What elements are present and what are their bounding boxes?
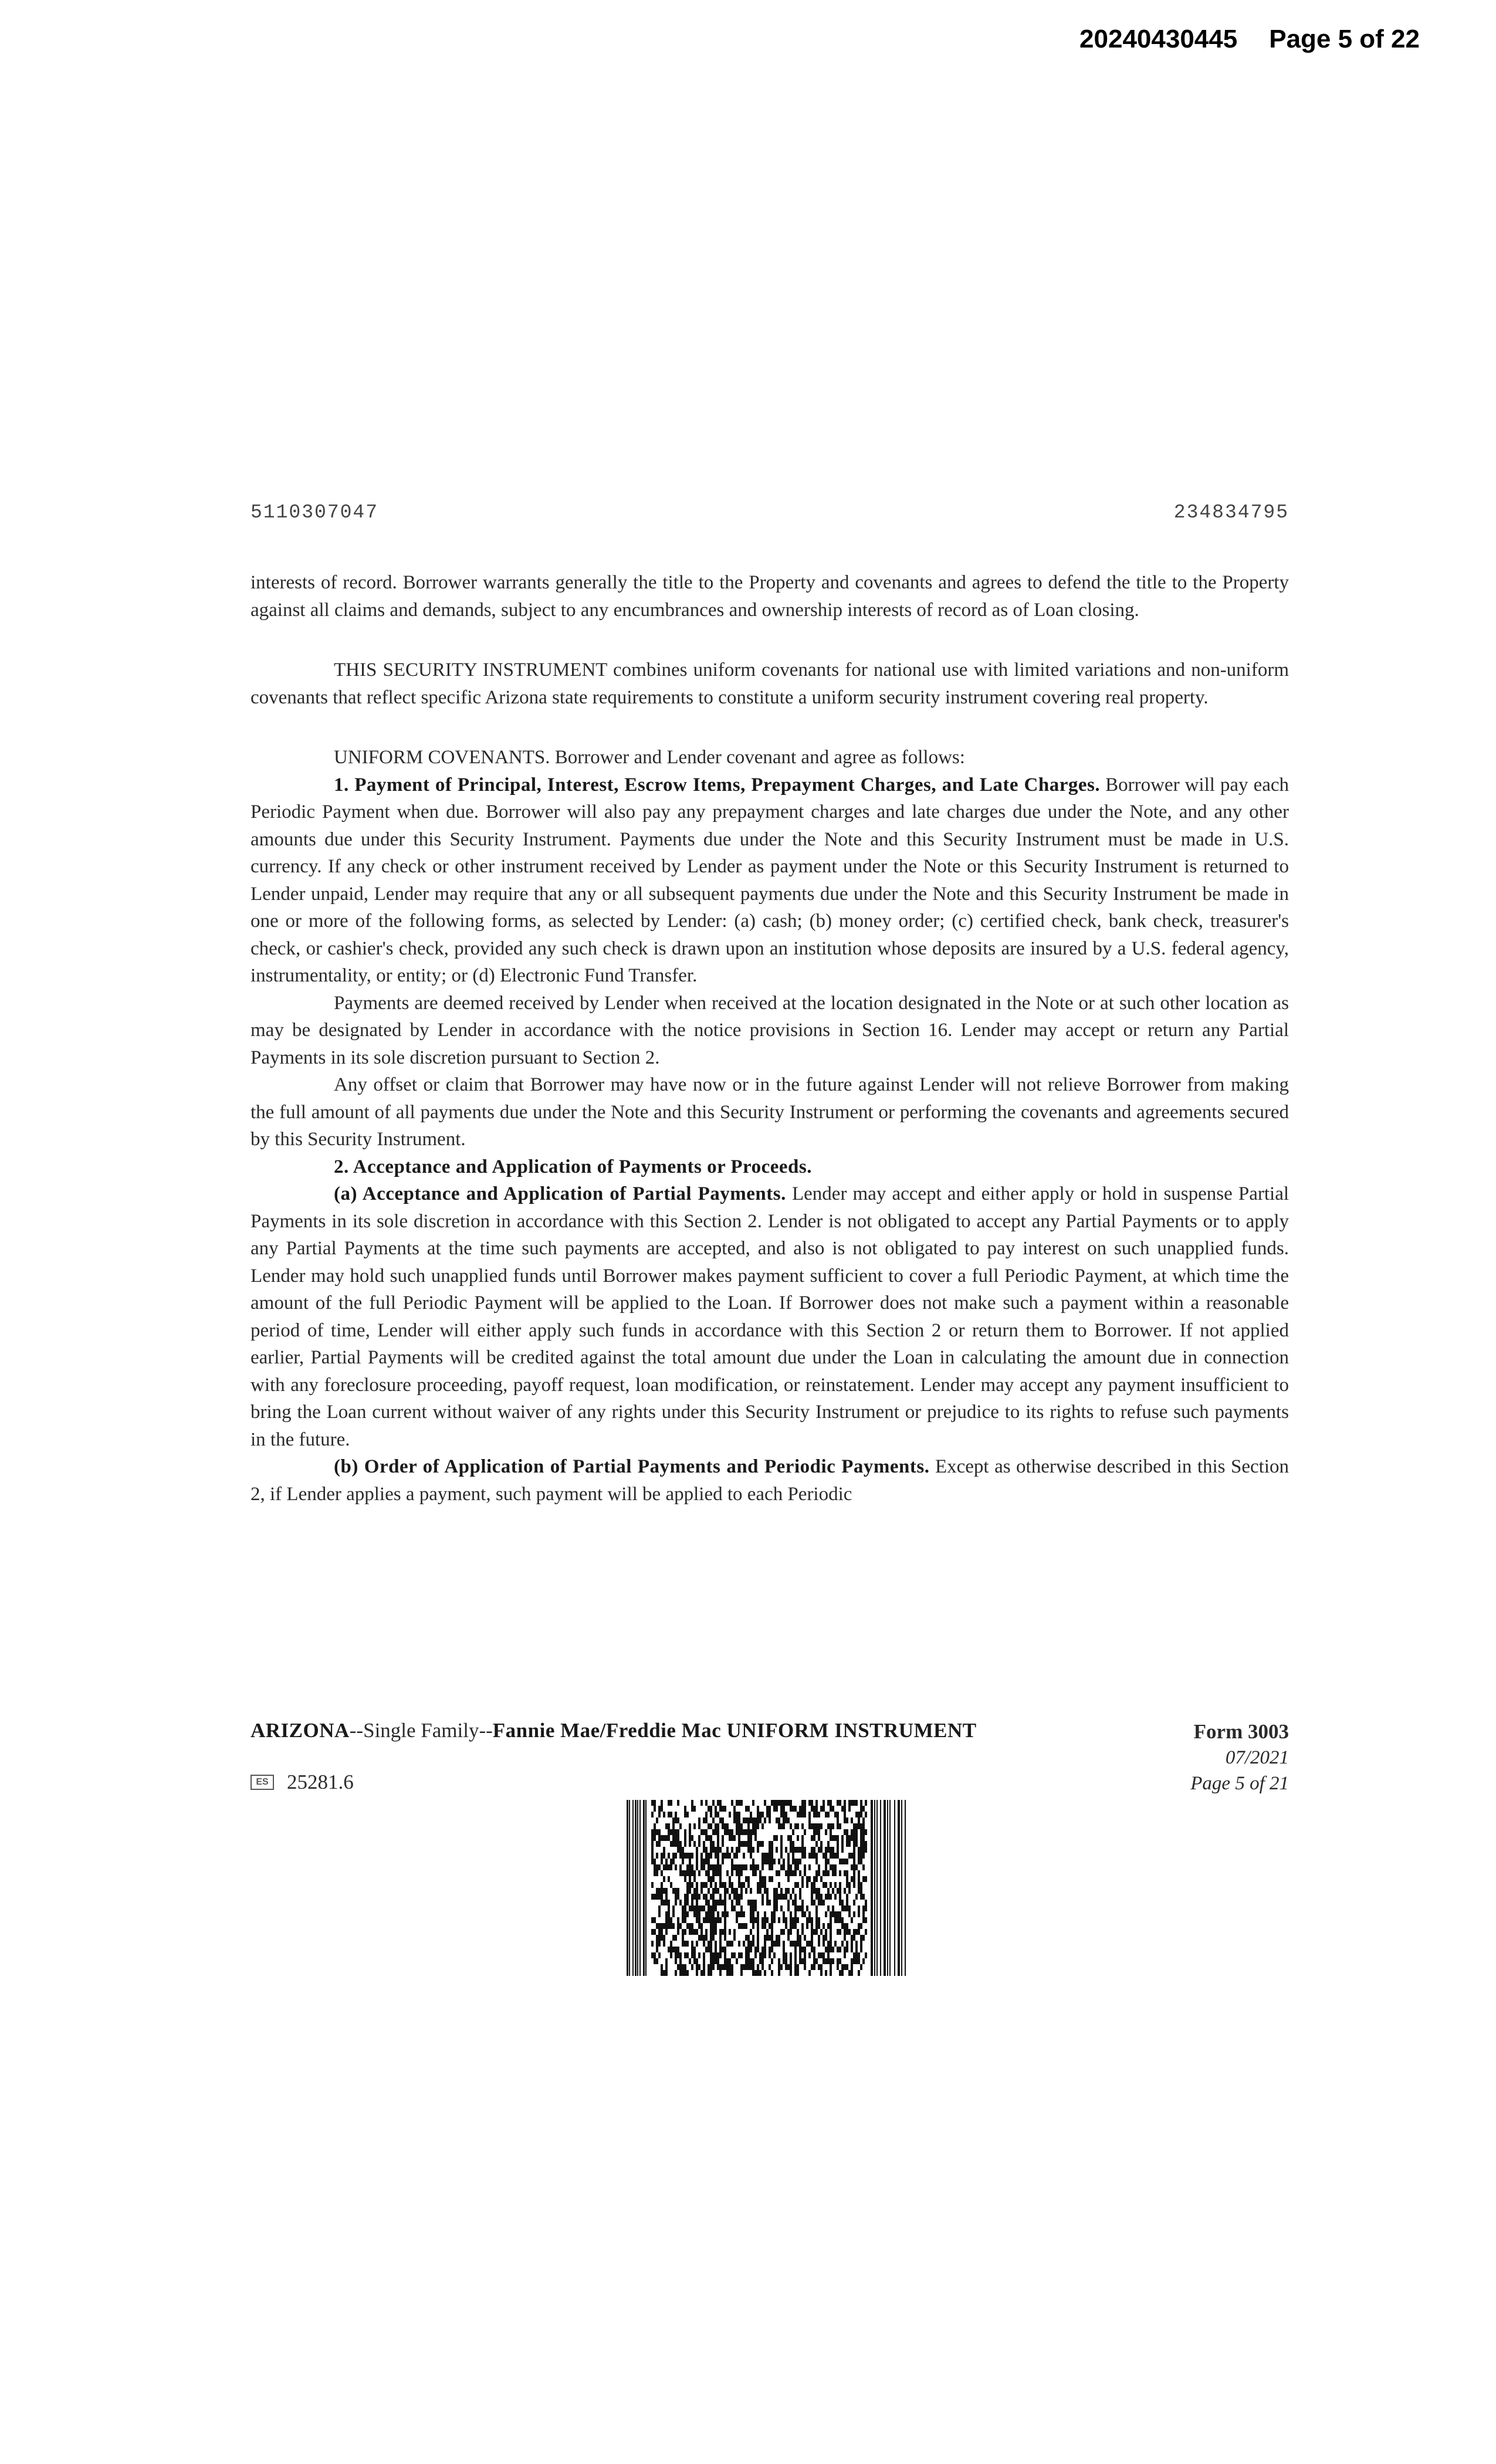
footer-middle: --Single Family--: [349, 1719, 493, 1742]
form-footer: [251, 1719, 1289, 1794]
section-1-heading: 1. Payment of Principal, Interest, Escrow Items, Prepayment Charges, and Late Charges.: [334, 774, 1101, 796]
section-1: [251, 771, 1289, 990]
min-number: 234834795: [1173, 502, 1289, 523]
section-2a-body: Lender may accept and either apply or hold in suspense Partial Payments in its sole discretion in accordance with this Section 2. Lender is not obligated to accept any Partial Payments or to apply any Partial Payments at the time such payments are accepted, and also is not obligated to pay interest on such unapplied funds. Lender may hold such unapplied funds until Borrower makes payment sufficient to cover a full Periodic Payment, at which time the amount of the full Periodic Payment will be applied to the Loan. If Borrower does not make such a payment within a reasonable period of time, Lender will either apply such funds in accordance with this Section 2 or return them to Borrower. If not applied earlier, Partial Payments will be credited against the total amount due under the Loan in calculating the amount due in connection with any foreclosure proceeding, payoff request, loan modification, or reinstatement. Lender may accept any payment insufficient to bring the Loan current without waiver of any rights under this Security Instrument or prejudice to its rights to refuse such payments in the future.: [251, 1183, 1289, 1450]
pdf417-barcode: [627, 1800, 907, 1976]
section-1-body: Borrower will pay each Periodic Payment when due. Borrower will also pay any prepayment charges and late charges due under the Note, and any other amounts due under this Security Instrument. Payments due under the Note and this Security Instrument must be made in U.S. currency. If any check or other instrument received by Lender as payment under the Note or this Security Instrument is returned to Lender unpaid, Lender may require that any or all subsequent payments due under the Note and this Security Instrument be made in one or more of the following forms, as selected by Lender: (a) cash; (b) money order; (c) certified check, bank check, treasurer's check, or cashier's check, provided any such check is drawn upon an institution whose deposits are insured by a U.S. federal agency, instrumentality, or entity; or (d) Electronic Fund Transfer.: [251, 774, 1289, 986]
ellie-mae-logo-icon: ES: [251, 1775, 274, 1790]
recording-number: 20240430445: [1079, 25, 1238, 53]
section-2b-heading: (b) Order of Application of Partial Payments and Periodic Payments.: [334, 1456, 930, 1477]
form-id-block: [1190, 1719, 1289, 1796]
recording-page: Page 5 of 22: [1269, 25, 1420, 53]
loan-number: 5110307047: [251, 502, 379, 523]
paragraph-offset-claim: Any offset or claim that Borrower may have now or in the future against Lender will not relieve Borrower from making the full amount of all payments due under the Note and this Security Instrument or performing the covenants and agreements secured by this Security Instrument.: [251, 1074, 1289, 1150]
form-number: Form 3003: [1193, 1720, 1289, 1743]
footer-state: ARIZONA: [251, 1719, 350, 1742]
section-2b: [251, 1453, 1289, 1508]
form-page: Page 5 of 21: [1190, 1773, 1289, 1794]
doc-code-row: [251, 1771, 1289, 1794]
form-date: 07/2021: [1225, 1747, 1289, 1768]
recording-header: [1079, 25, 1420, 54]
section-2-heading: 2. Acceptance and Application of Payments or Proceeds.: [334, 1156, 812, 1177]
document-body: [251, 569, 1289, 1508]
paragraph-uniform-covenants: UNIFORM COVENANTS. Borrower and Lender covenant and agree as follows:: [334, 747, 965, 768]
loan-id-row: [251, 502, 1289, 523]
section-2a: [251, 1180, 1289, 1453]
footer-agencies: Fannie Mae/Freddie Mac UNIFORM INSTRUMENT: [492, 1719, 977, 1742]
paragraph-payments-received: Payments are deemed received by Lender when received at the location designated in the Note or at such other location as may be designated by Lender in accordance with the notice provisions in Section 16. Lender may accept or return any Partial Payments in its sole discretion pursuant to Section 2.: [251, 992, 1289, 1068]
paragraph-title-warranty: interests of record. Borrower warrants generally the title to the Property and covenants and agrees to defend the title to the Property against all claims and demands, subject to any encumbrances and ownership interests of record as of Loan closing.: [251, 572, 1289, 621]
section-2: [251, 1153, 1289, 1181]
section-2b-body: Except as otherwise described in this Section 2, if Lender applies a payment, such payment will be applied to each Periodic: [251, 1456, 1289, 1505]
doc-code: 25281.6: [287, 1771, 354, 1793]
section-2a-heading: (a) Acceptance and Application of Partial Payments.: [334, 1183, 786, 1204]
paragraph-security-instrument: THIS SECURITY INSTRUMENT combines uniform covenants for national use with limited variations and non-uniform covenants that reflect specific Arizona state requirements to constitute a uniform security instrument covering real property.: [251, 659, 1289, 708]
form-title: [251, 1719, 977, 1742]
